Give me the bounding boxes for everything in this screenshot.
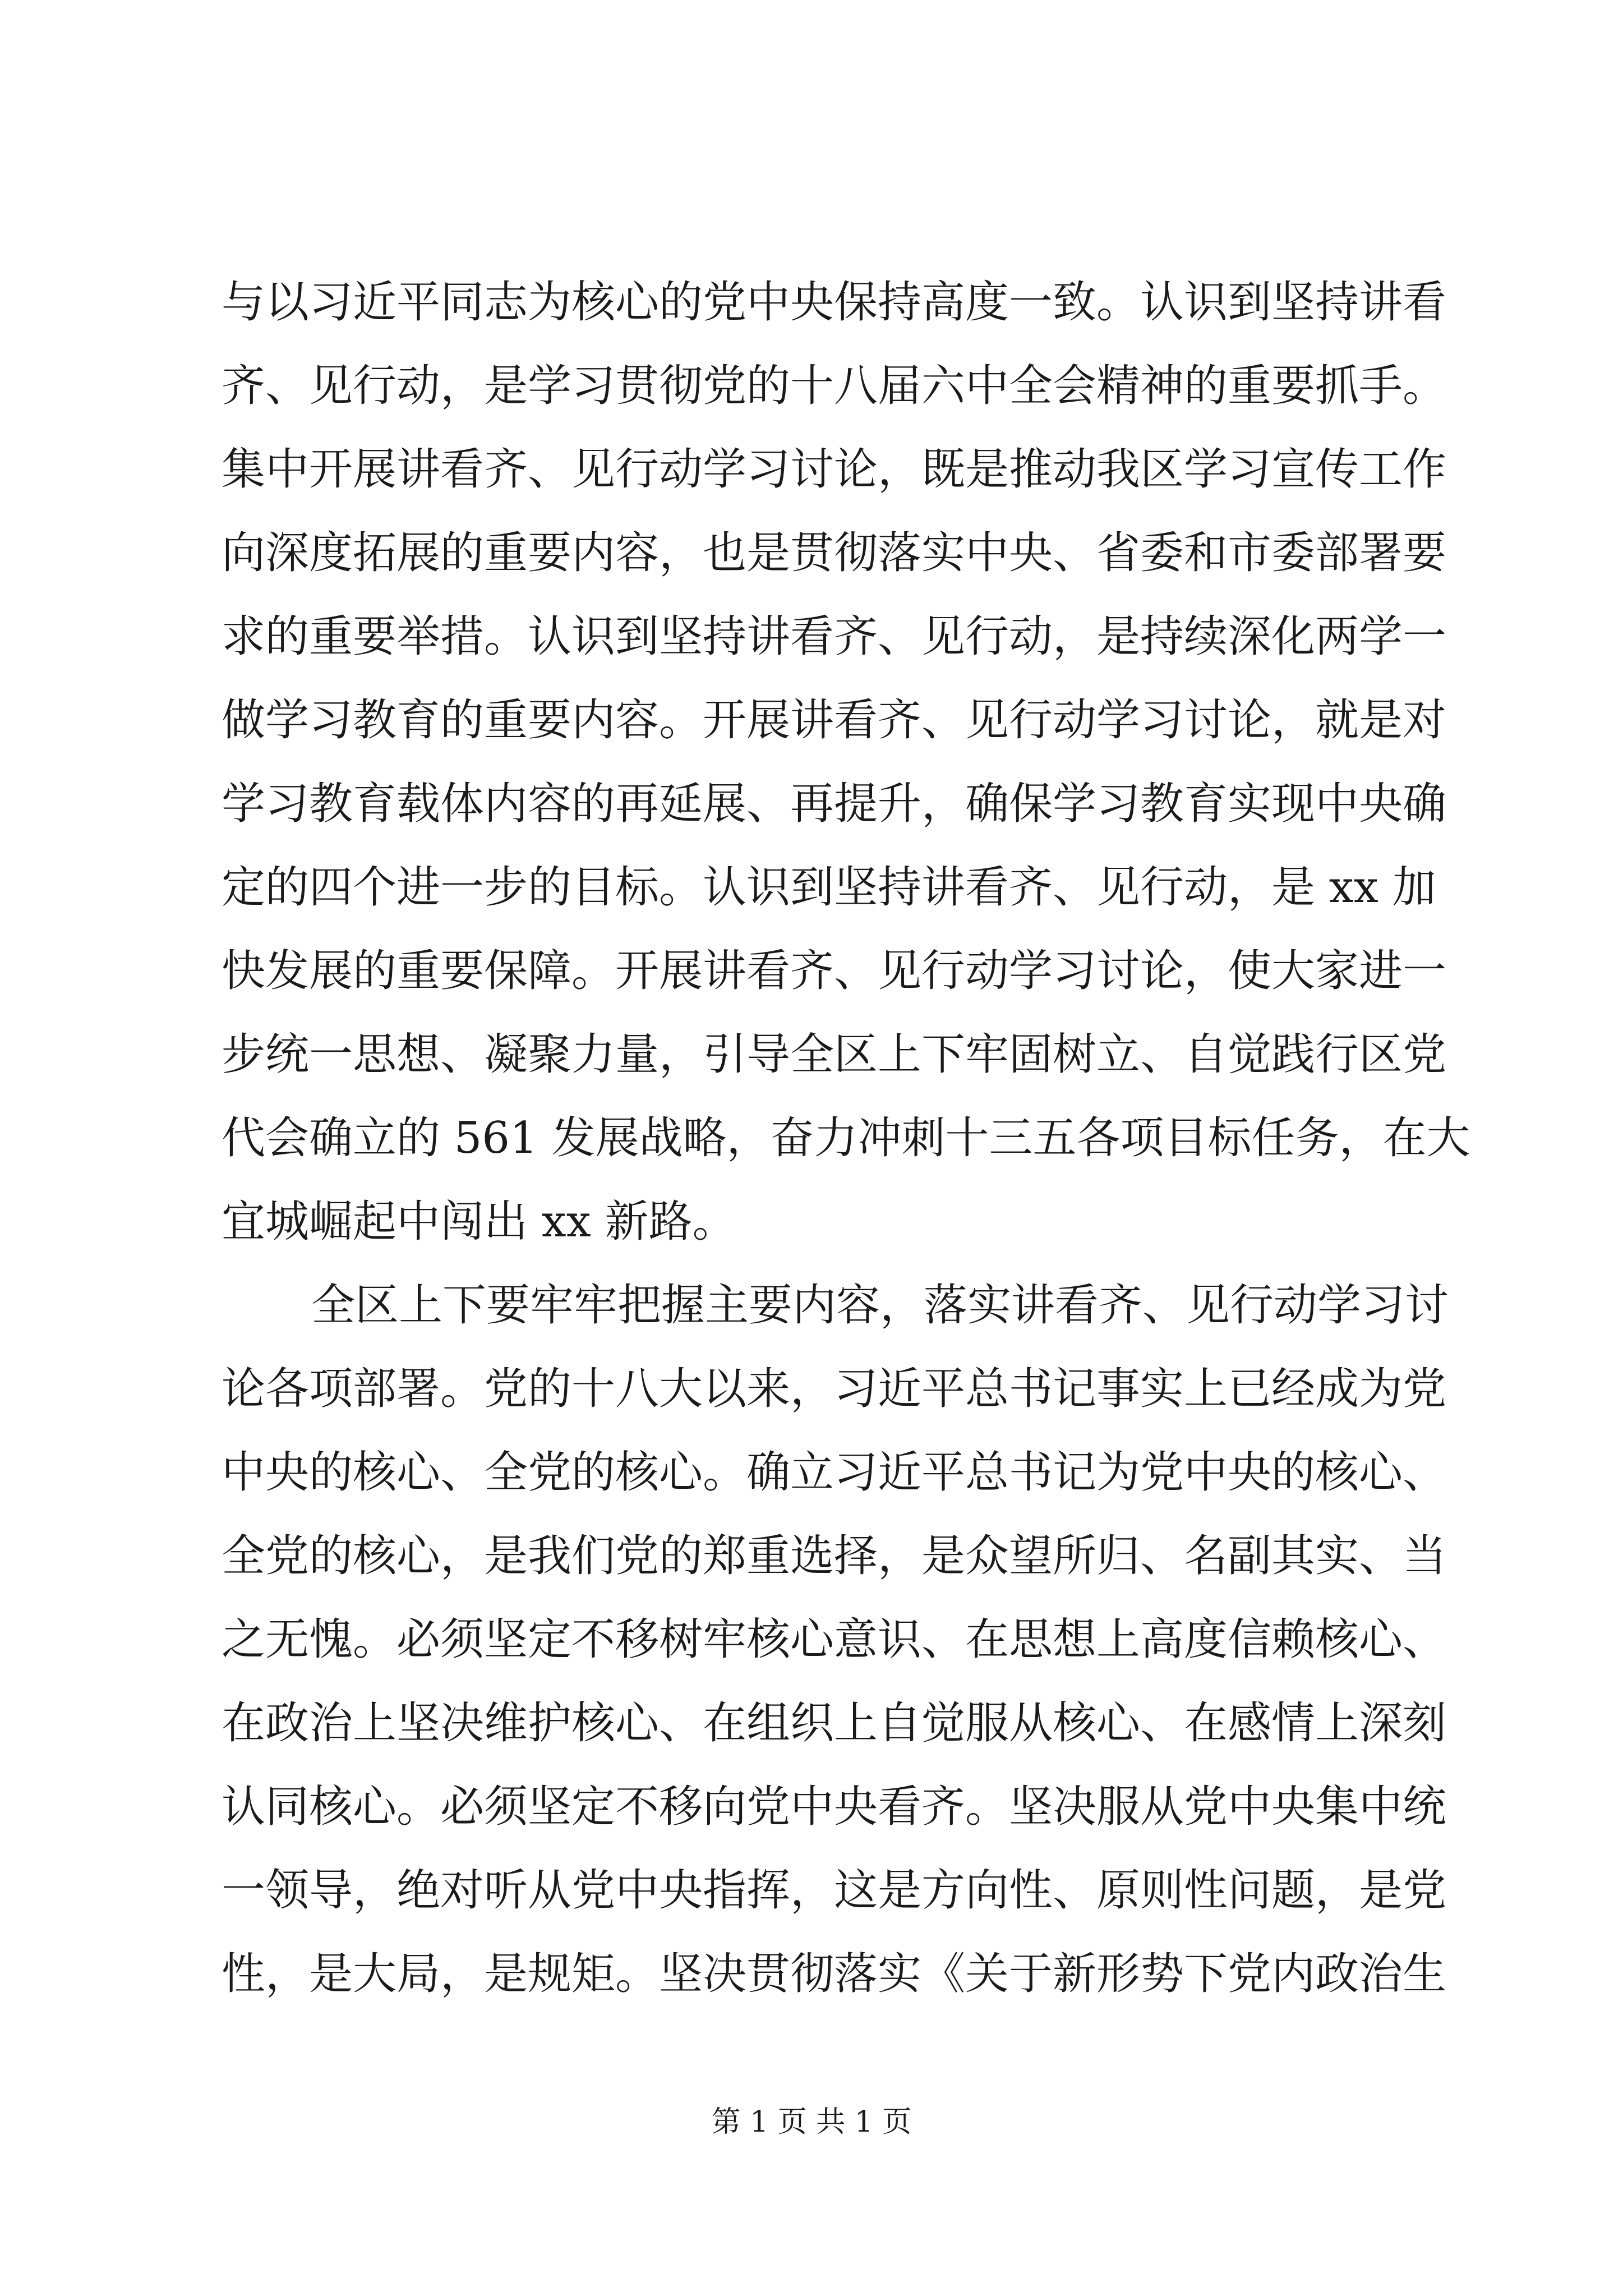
body-text — [222, 261, 1470, 2016]
text-line: 学习教育载体内容的再延展、再提升，确保学习教育实现中央确 — [222, 779, 1447, 829]
text-line: 与以习近平同志为核心的党中央保持高度一致。认识到坚持讲看 — [222, 277, 1447, 328]
text-line: 向深度拓展的重要内容，也是贯彻落实中央、省委和市委部署要 — [222, 528, 1447, 578]
text-line: 之无愧。必须坚定不移树牢核心意识、在思想上高度信赖核心、 — [222, 1614, 1447, 1665]
text-line: 齐、见行动，是学习贯彻党的十八届六中全会精神的重要抓手。 — [222, 361, 1447, 411]
text-line: 认同核心。必须坚定不移向党中央看齐。坚决服从党中央集中统 — [222, 1782, 1447, 1832]
text-line: 性，是大局，是规矩。坚决贯彻落实《关于新形势下党内政治生 — [222, 1949, 1447, 1999]
text-line: 一领导，绝对听从党中央指挥，这是方向性、原则性问题，是党 — [222, 1865, 1447, 1916]
paragraph-end-line: 宜城崛起中闯出 xx 新路。 — [222, 1197, 736, 1247]
text-line: 快发展的重要保障。开展讲看齐、见行动学习讨论，使大家进一 — [222, 946, 1447, 996]
text-line: 求的重要举措。认识到坚持讲看齐、见行动，是持续深化两学一 — [222, 611, 1447, 662]
text-line: 代会确立的 561 发展战略，奋力冲刺十三五各项目标任务，在大 — [222, 1113, 1470, 1163]
page-number-footer: 第 1 页 共 1 页 — [711, 2105, 912, 2139]
paragraph-start-line: 全区上下要牢牢把握主要内容，落实讲看齐、见行动学习讨 — [311, 1280, 1449, 1331]
text-line: 在政治上坚决维护核心、在组织上自觉服从核心、在感情上深刻 — [222, 1698, 1447, 1749]
text-line: 步统一思想、凝聚力量，引导全区上下牢固树立、自觉践行区党 — [222, 1029, 1447, 1080]
text-line: 做学习教育的重要内容。开展讲看齐、见行动学习讨论，就是对 — [222, 695, 1447, 746]
text-line: 定的四个进一步的目标。认识到坚持讲看齐、见行动，是 xx 加 — [222, 862, 1436, 913]
text-line: 全党的核心，是我们党的郑重选择，是众望所归、名副其实、当 — [222, 1531, 1447, 1581]
text-line: 中央的核心、全党的核心。确立习近平总书记为党中央的核心、 — [222, 1447, 1447, 1498]
text-line: 论各项部署。党的十八大以来，习近平总书记事实上已经成为党 — [222, 1364, 1447, 1414]
text-line: 集中开展讲看齐、见行动学习讨论，既是推动我区学习宣传工作 — [222, 444, 1447, 495]
